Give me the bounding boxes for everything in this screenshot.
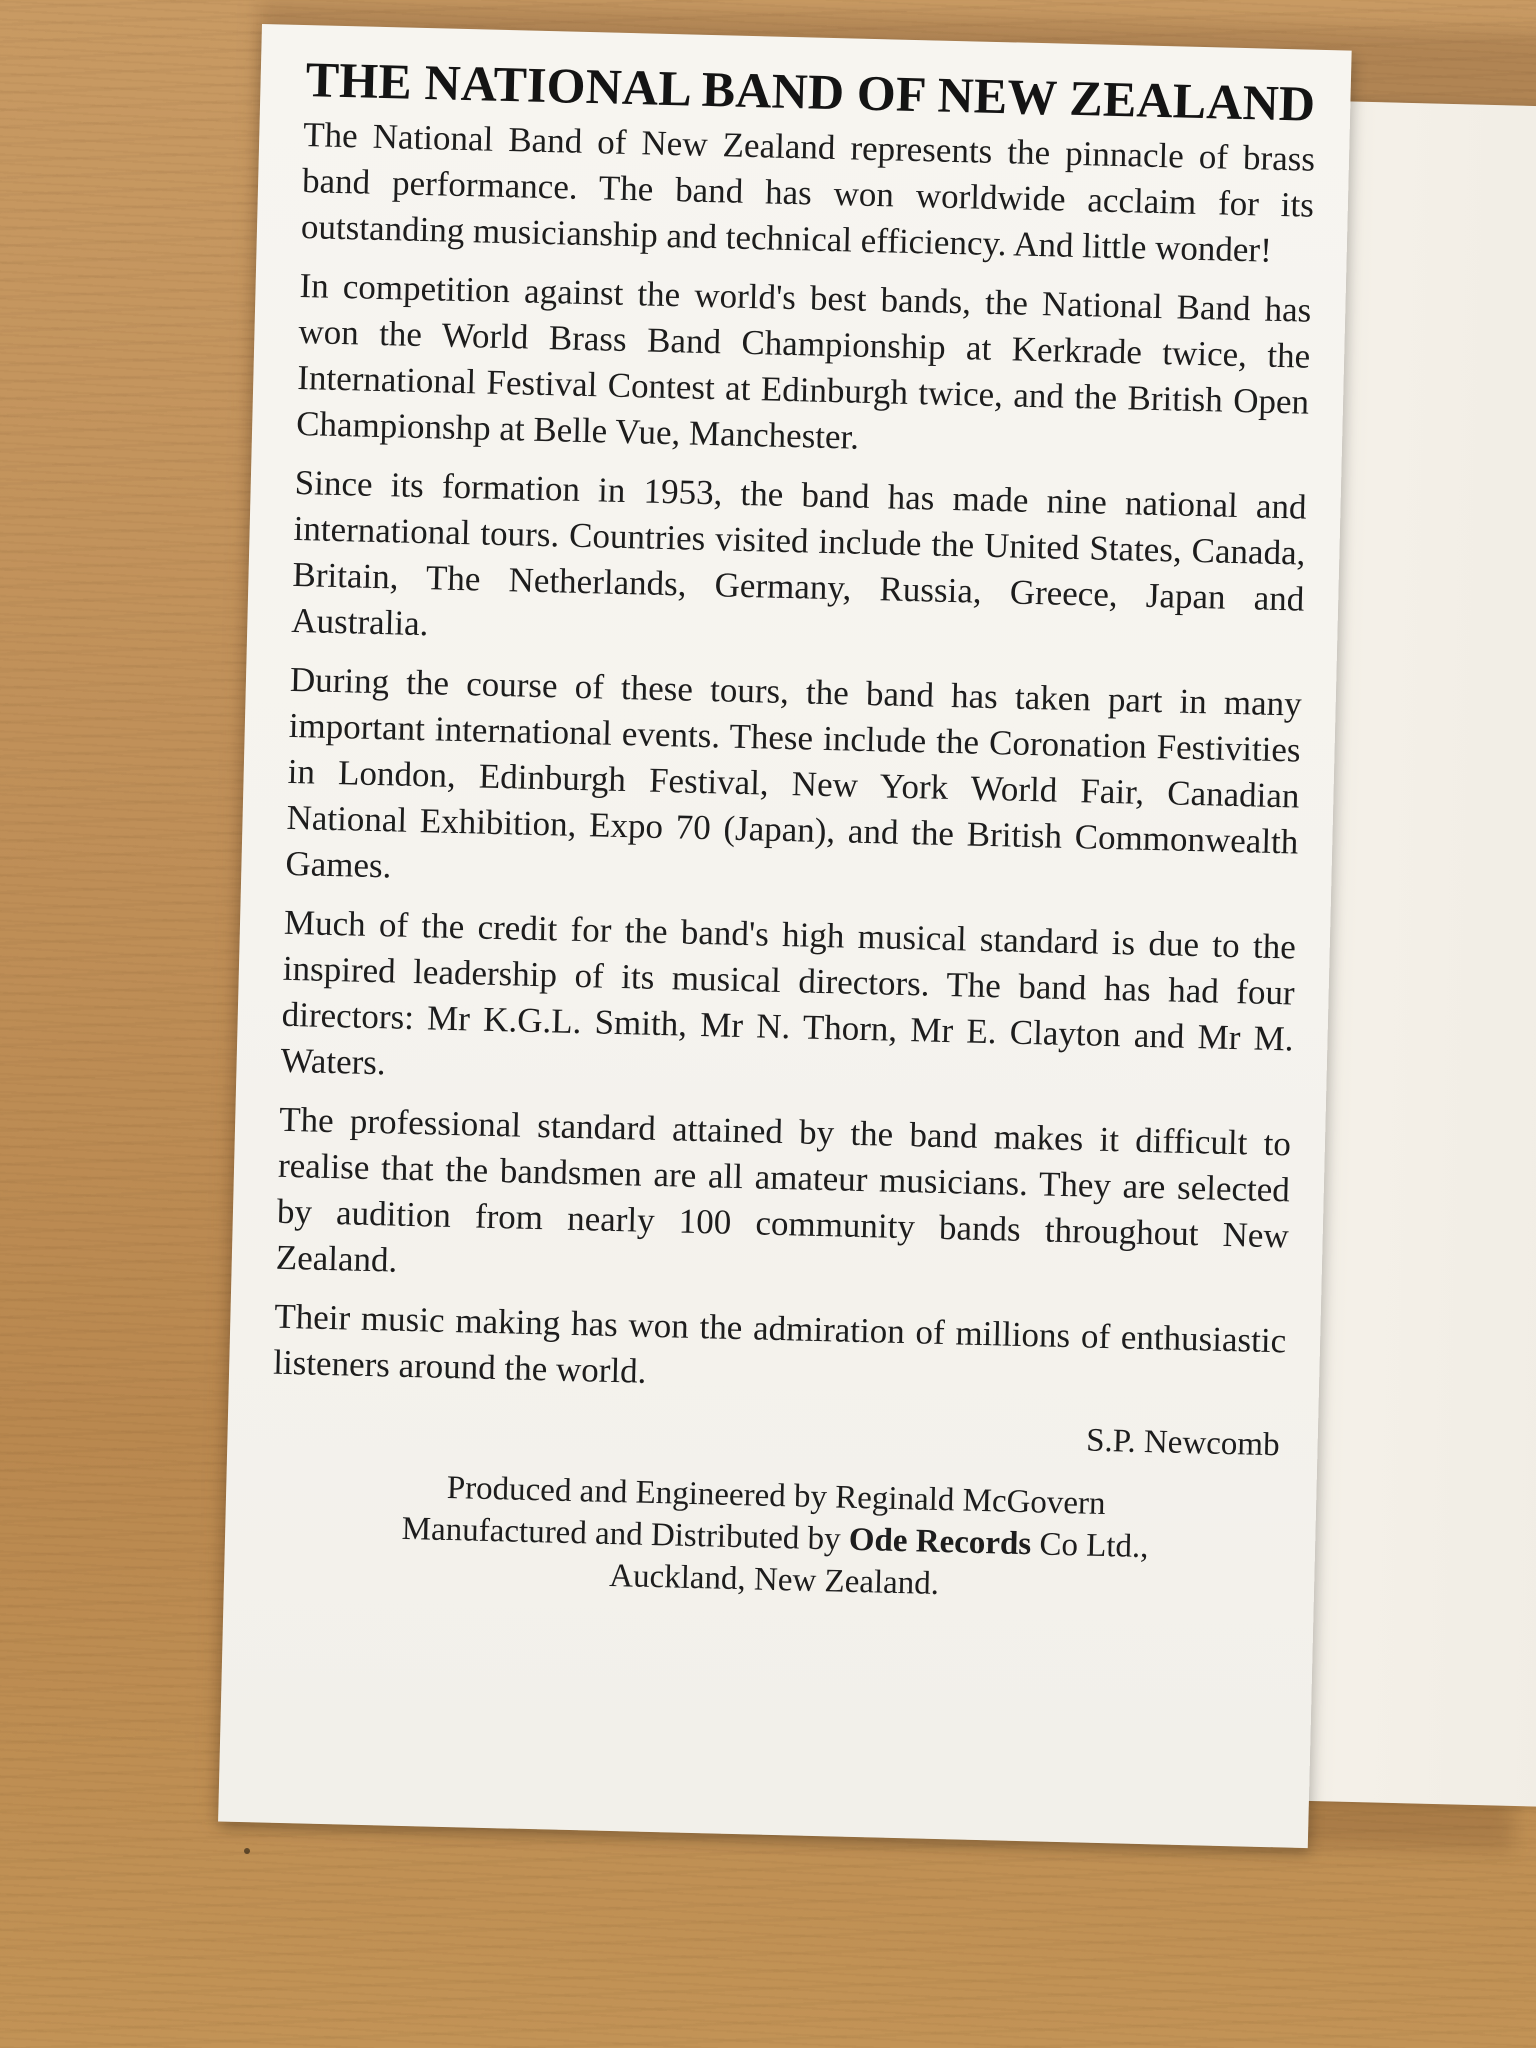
paragraph-intro: The National Band of New Zealand represents the pinnacle of brass band performance. The band has won worldwide acclaim for its outstanding musicianship and technical efficiency. And little wonder!	[300, 114, 1316, 270]
paragraph-amateurs: The professional standard attained by the band makes it difficult to realise that the bandsmen are all amateur musicians. They are selected by audition from nearly 100 community bands throughout New Zealand.	[275, 1099, 1292, 1280]
produced-by-line: Produced and Engineered by Reginald McGovern	[446, 1469, 1106, 1522]
paragraph-events: During the course of these tours, the band has taken part in many important international events. These include the Coronation Festivities in London, Edinburgh Festival, New York World Fair, Canadian National Exhibition, Expo 70 (Japan), and the British Commonwealth Games.	[285, 659, 1303, 885]
manufactured-prefix: Manufactured and Distributed by	[401, 1510, 850, 1558]
paragraph-competitions: In competition against the world's best bands, the National Band has won the World Brass Band Championship at Kerkrade twice, the International Festival Contest at Edinburgh twice, and the British Open Championshp at Belle Vue, Manchester.	[295, 265, 1312, 457]
paragraph-closing: Their music making has won the admiration of millions of enthusiastic listeners around the world.	[272, 1296, 1287, 1391]
manufactured-suffix: Co Ltd.,	[1030, 1525, 1149, 1565]
production-credits	[268, 1462, 1283, 1613]
author-signature: S.P. Newcomb	[1085, 1422, 1281, 1463]
debris-speck	[244, 1848, 250, 1854]
page-title: THE NATIONAL BAND OF NEW ZEALAND	[305, 51, 1316, 132]
liner-notes-body	[273, 112, 1316, 1410]
location-line: Auckland, New Zealand.	[608, 1557, 940, 1602]
liner-notes-card	[218, 24, 1352, 1848]
record-label-name: Ode Records	[848, 1521, 1032, 1562]
paragraph-directors: Much of the credit for the band's high musical standard is due to the inspired leadership of its musical directors. The band has had four directors: Mr K.G.L. Smith, Mr N. Thorn, Mr E. Clayton and Mr M. Waters.	[280, 902, 1297, 1082]
paragraph-tours: Since its formation in 1953, the band has made nine national and international tours. Countries visited include the United States, Canada, Britain, The Netherlands, Germany, Russia, Greece, Japan and Australia.	[290, 462, 1307, 643]
